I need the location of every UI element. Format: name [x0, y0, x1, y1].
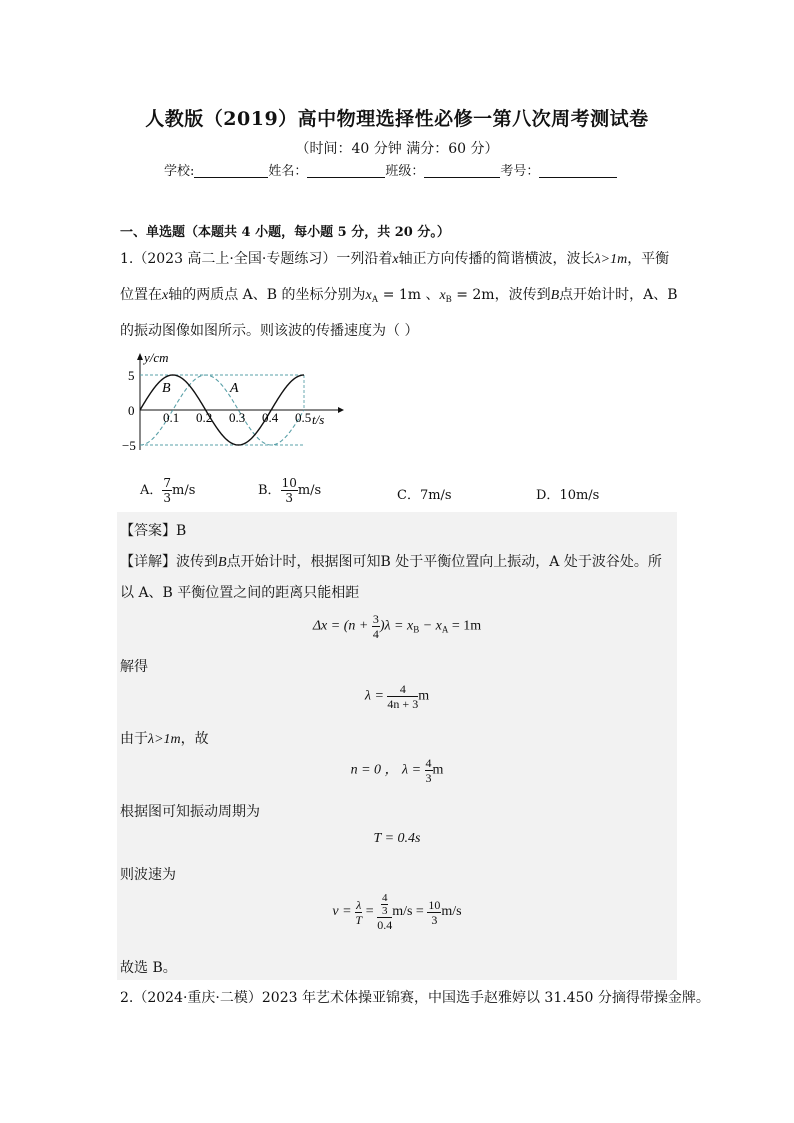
period-text: 根据图可知振动周期为: [120, 804, 260, 820]
y-tick-neg5: −5: [122, 438, 136, 453]
q1-line-2: [120, 284, 678, 304]
y-tick-0: 0: [128, 403, 135, 418]
q1-text: 轴的两质点 A、B 的坐标分别为: [168, 287, 366, 303]
y-tick-5: 5: [128, 368, 135, 383]
x-tick-0.4: 0.4: [262, 410, 279, 425]
detail-line-2: 以 A、B 平衡位置之间的距离只能相距: [120, 585, 360, 601]
q1-text: 轴正方向传播的简谐横波，波长: [398, 251, 595, 267]
separator: 、: [421, 287, 440, 303]
option-A-fraction: $\frac{7}{3}$: [163, 476, 172, 505]
option-letter: B．: [258, 483, 281, 498]
option-letter: C．: [397, 488, 420, 503]
var-x: x: [162, 288, 169, 303]
t-axis-label: t/s: [312, 412, 325, 427]
curve-B-label: B: [162, 381, 171, 396]
option-B-fraction: $\frac{10}{3}$: [281, 476, 297, 505]
x-tick-0.5: 0.5: [295, 410, 312, 425]
number-blank[interactable]: [539, 163, 617, 178]
q1-text: ，平衡: [627, 251, 670, 267]
equation-wavelength: λ = $\frac{4}{4n + 3}$ m: [364, 682, 430, 711]
class-blank[interactable]: [424, 163, 500, 178]
student-info-line: [164, 160, 617, 179]
since-line: 由于λ>1m，故: [120, 731, 209, 747]
option-unit: m/s: [297, 483, 322, 498]
q1-text: 1.（2023 高二上·全国·专题练习）一列沿着: [120, 251, 393, 267]
xA-coord: $x_A$: [365, 288, 379, 304]
q1-line-1: [120, 248, 669, 268]
school-blank[interactable]: [194, 163, 268, 178]
lambda-condition: λ>1m: [594, 252, 628, 267]
equation-speed: v = $\frac{\lambda}{T}$ = $\frac{\frac{4}{3}}{0.4}$ m/s = $\frac{10}{3}$ m/s: [332, 892, 462, 932]
option-text: 7m/s: [419, 488, 452, 503]
conclusion: 故选 B。: [120, 960, 177, 976]
vibration-graph: [116, 350, 356, 460]
var-x: x: [392, 252, 399, 267]
number-label: 考号：: [500, 164, 540, 179]
option-unit: m/s: [172, 483, 196, 498]
x-tick-0.3: 0.3: [229, 410, 246, 425]
x-tick-0.1: 0.1: [163, 410, 180, 425]
equation-period: T = 0.4s: [373, 831, 421, 846]
option-letter: A．: [140, 483, 163, 498]
detail-text: 【详解】波传到: [120, 554, 218, 570]
section-heading: 一、单选题（本题共 4 小题，每小题 5 分，共 20 分。）: [120, 225, 450, 240]
q1-text: 点开始计时，A、B: [559, 287, 678, 303]
option-A[interactable]: [140, 476, 195, 505]
exam-subtitle: （时间：40 分钟 满分：60 分）: [295, 141, 499, 157]
t-axis-arrow: [338, 407, 344, 413]
q1-text: ，波传到: [494, 287, 551, 303]
option-text: 10m/s: [559, 488, 600, 503]
q1-text: 位置在: [120, 287, 162, 303]
school-label: 学校:: [164, 164, 195, 179]
q1-line-3: 的振动图像如图所示。则该波的传播速度为（ ）: [120, 323, 419, 339]
xA-value: = 1m: [378, 287, 422, 303]
curve-A-label: A: [230, 381, 239, 396]
xB-value: = 2m: [451, 287, 495, 303]
xB-coord: $x_B$: [439, 288, 452, 304]
name-label: 姓名：: [268, 164, 308, 179]
point-B: B: [550, 288, 560, 303]
detail-text: 点开始计时，根据图可知B 处于平衡位置向上振动，A 处于波谷处。所: [226, 554, 662, 570]
option-letter: D．: [536, 488, 560, 503]
option-D[interactable]: [536, 484, 599, 503]
x-tick-0.2: 0.2: [196, 410, 213, 425]
y-axis-arrow: [137, 353, 143, 360]
exam-title: 人教版（2019）高中物理选择性必修一第八次周考测试卷: [145, 108, 649, 130]
equation-n-lambda: n = 0 ， λ = $\frac{4}{3}$ m: [350, 756, 444, 785]
name-blank[interactable]: [307, 163, 385, 178]
equation-distance: Δx = (n + $\frac{3}{4}$ )$\lambda = x_B - x_A = 1m$: [312, 612, 482, 641]
q2-line-1: 2.（2024·重庆·二模）2023 年艺术体操亚锦赛，中国选手赵雅婷以 31.450 分摘得带操金牌。: [120, 990, 710, 1006]
point-B: B: [218, 555, 227, 570]
detail-line-1: [120, 551, 662, 571]
option-B[interactable]: [258, 476, 321, 505]
y-axis-label: y/cm: [144, 350, 169, 365]
option-C[interactable]: [397, 484, 452, 503]
solve-label: 解得: [120, 659, 148, 675]
speed-text: 则波速为: [120, 867, 176, 883]
answer-line: 【答案】B: [120, 523, 187, 539]
class-label: 班级：: [385, 164, 425, 179]
